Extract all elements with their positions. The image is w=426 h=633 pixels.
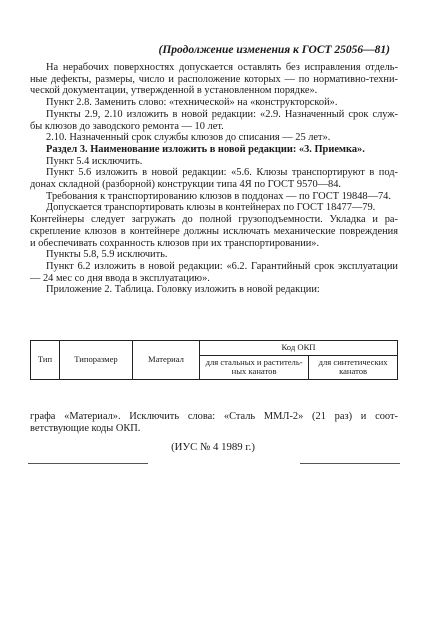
text-line: скрепление клюзов в контейнере должны исключать механические повреждения bbox=[30, 225, 398, 237]
text-line: Пункт 2.8. Заменить слово: «технической» на «конструкторской». bbox=[46, 97, 338, 109]
text-line: Контейнеры следует загружать до полной грузоподъемности. Укладка и ра- bbox=[30, 214, 398, 226]
footer-rule-right bbox=[300, 463, 400, 464]
text-line: ческой документации, утвержденной в установленном порядке». bbox=[30, 85, 318, 97]
text-line: Допускается транспортировать клюзы в контейнерах по ГОСТ 18477—79. bbox=[46, 202, 376, 214]
text-line: бы клюзов до заводского ремонта — 10 лет. bbox=[30, 120, 224, 132]
text-line: Пункт 6.2 изложить в новой редакции: «6.2. Гарантийный срок эксплуатации bbox=[46, 260, 398, 272]
after-table-text bbox=[30, 411, 398, 434]
text-line: ветствующие коды ОКП. bbox=[30, 422, 141, 434]
text-line: и обеспечивать сохранность клюзов при их транспортировании». bbox=[30, 237, 320, 249]
column-material: Материал bbox=[133, 341, 200, 380]
continuation-header: (Продолжение изменения к ГОСТ 25056—81) bbox=[158, 44, 390, 56]
column-type: Тип bbox=[31, 341, 60, 380]
column-size: Типоразмер bbox=[60, 341, 133, 380]
text-line: — 24 мес со дня ввода в эксплуатацию». bbox=[30, 272, 210, 284]
document-body bbox=[30, 62, 398, 296]
column-okp-code: Код ОКП bbox=[200, 341, 398, 356]
text-line: донах складной (разборной) конструкции типа 4Я по ГОСТ 9570—84. bbox=[30, 179, 342, 191]
text-line: Пункт 5.6 изложить в новой редакции: «5.6. Клюзы транспортируют в под- bbox=[46, 167, 398, 179]
okp-table-header bbox=[30, 340, 398, 380]
text-line: графа «Материал». Исключить слова: «Сталь ММЛ-2» (21 раз) и соот- bbox=[30, 411, 398, 422]
footer-rule-left bbox=[28, 463, 148, 464]
text-line: ные дефекты, размеры, число и расположение которых — по нормативно-техни- bbox=[30, 73, 398, 85]
column-steel-ropes: для стальных и раститель-ных канатов bbox=[200, 355, 309, 379]
column-synthetic-ropes: для синтетических канатов bbox=[309, 355, 398, 379]
ius-reference: (ИУС № 4 1989 г.) bbox=[171, 441, 255, 453]
text-line: На нерабочих поверхностях допускается оставлять без исправления отдель- bbox=[46, 62, 398, 73]
text-line: Приложение 2. Таблица. Головку изложить в новой редакции: bbox=[46, 284, 320, 296]
text-line: Пункты 5.8, 5.9 исключить. bbox=[46, 249, 168, 261]
text-line: Раздел 3. Наименование изложить в новой редакции: «3. Приемка». bbox=[46, 143, 365, 155]
text-line: Пункт 5.4 исключить. bbox=[46, 155, 143, 167]
text-line: Пункты 2.9, 2.10 изложить в новой редакции: «2.9. Назначенный срок служ- bbox=[46, 108, 398, 120]
text-line: 2.10. Назначенный срок службы клюзов до списания — 25 лет». bbox=[46, 132, 331, 144]
text-line: Требования к транспортированию клюзов в поддонах — по ГОСТ 19848—74. bbox=[46, 190, 391, 202]
